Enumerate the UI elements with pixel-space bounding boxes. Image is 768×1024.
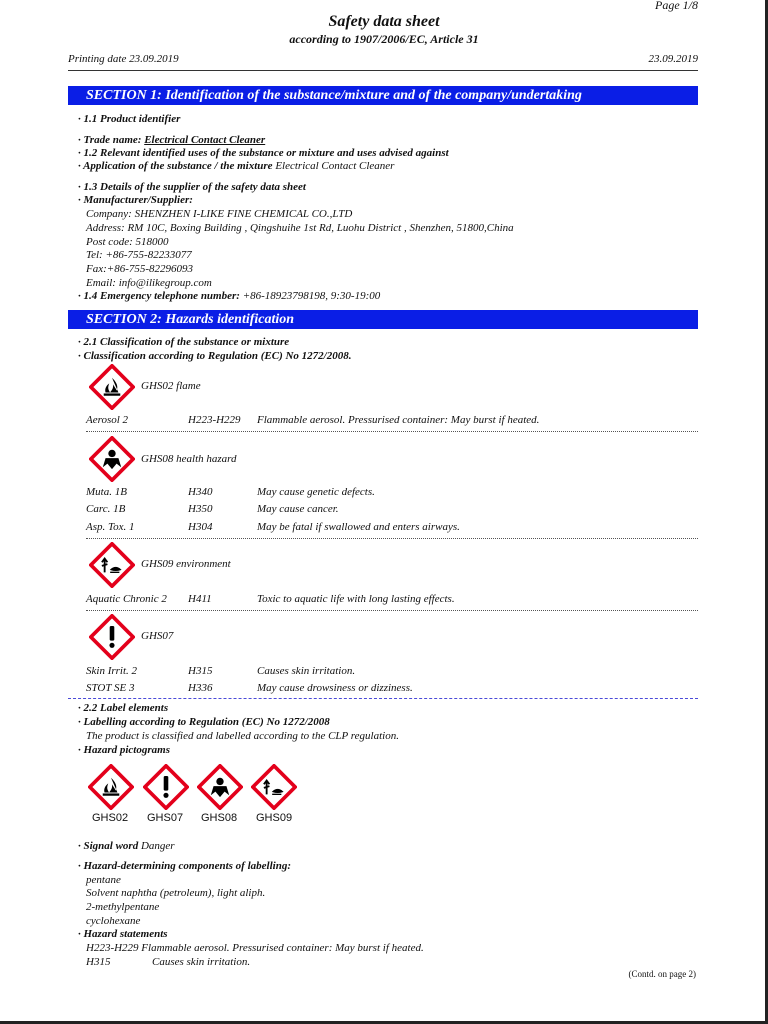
application-value: Electrical Contact Cleaner	[275, 160, 395, 172]
code-cell: H336	[188, 682, 213, 694]
classification-label: · 2.1 Classification of the substance or mixture	[78, 336, 290, 348]
supplier-details-label: · 1.3 Details of the supplier of the safety data sheet	[78, 181, 306, 193]
code-cell: H340	[188, 486, 213, 498]
component-item: cyclohexane	[86, 915, 141, 927]
class-cell: Aerosol 2	[86, 414, 129, 426]
hazard-statement: H223-H229 Flammable aerosol. Pressurised container: May burst if heated.	[86, 942, 424, 954]
pictogram-caption: GHS07	[147, 812, 184, 824]
classification-end-rule	[68, 698, 698, 699]
document-title: Safety data sheet	[328, 13, 440, 30]
group-flame-label: GHS02 flame	[141, 380, 201, 392]
statement-cell: Causes skin irritation.	[257, 665, 356, 677]
group-divider	[86, 538, 698, 539]
address-line: Address: RM 10C, Boxing Building , Qingshuihe 1st Rd, Luohu District , Shenzhen, 51800,China	[86, 222, 514, 234]
class-cell: Carc. 1B	[86, 503, 126, 515]
class-cell: Skin Irrit. 2	[86, 665, 138, 677]
exclamation-icon	[89, 614, 135, 660]
statement-cell: Toxic to aquatic life with long lasting effects.	[257, 593, 455, 605]
code-cell: H350	[188, 503, 213, 515]
hazard-statement-code: H315	[86, 956, 111, 968]
signal-word-line	[78, 840, 175, 853]
statement-cell: May cause drowsiness or dizziness.	[257, 682, 413, 694]
class-cell: STOT SE 3	[86, 682, 135, 694]
environment-icon	[89, 542, 135, 588]
statement-cell: Flammable aerosol. Pressurised container: May burst if heated.	[257, 414, 540, 426]
email-line: Email: info@ilikegroup.com	[86, 277, 212, 289]
group-divider	[86, 431, 698, 432]
pictogram-caption: GHS09	[256, 812, 293, 824]
statement-cell: May be fatal if swallowed and enters airways.	[257, 521, 460, 533]
environment-icon	[251, 764, 297, 810]
signal-word-value: Danger	[140, 840, 175, 852]
class-cell: Aquatic Chronic 2	[86, 593, 167, 605]
header-rule	[68, 70, 698, 71]
trade-name-label: · Trade name:	[78, 134, 145, 146]
document-subtitle: according to 1907/2006/EC, Article 31	[289, 32, 479, 46]
hazard-statement-text: Causes skin irritation.	[152, 956, 251, 968]
label-elements-label: · 2.2 Label elements	[78, 702, 169, 714]
continued-note: (Contd. on page 2)	[628, 969, 696, 979]
hazard-pictograms-label: · Hazard pictograms	[78, 744, 170, 756]
product-identifier-label: · 1.1 Product identifier	[78, 113, 181, 125]
company-line: Company: SHENZHEN I-LIKE FINE CHEMICAL CO.,LTD	[86, 208, 353, 220]
code-cell: H411	[188, 593, 212, 605]
code-cell: H223-H229	[188, 414, 241, 426]
labelling-regulation-label: · Labelling according to Regulation (EC) No 1272/2008	[78, 716, 330, 728]
pictogram-caption: GHS08	[201, 812, 238, 824]
signal-word-label: · Signal word	[78, 840, 141, 852]
group-exclamation-label: GHS07	[141, 630, 174, 642]
component-item: 2-methylpentane	[86, 901, 160, 913]
emergency-line	[78, 290, 380, 303]
pictogram-caption: GHS02	[92, 812, 129, 824]
relevant-uses-label: · 1.2 Relevant identified uses of the substance or mixture and uses advised against	[78, 147, 449, 159]
flame-icon	[89, 364, 135, 410]
exclamation-icon	[143, 764, 189, 810]
code-cell: H304	[188, 521, 213, 533]
page-number: Page 1/8	[655, 0, 698, 12]
statement-cell: May cause genetic defects.	[257, 486, 375, 498]
class-cell: Muta. 1B	[86, 486, 127, 498]
classification-regulation-label: · Classification according to Regulation (EC) No 1272/2008.	[78, 350, 352, 362]
group-health-label: GHS08 health hazard	[141, 453, 237, 465]
section1-heading: SECTION 1: Identification of the substance/mixture and of the company/undertaking	[68, 86, 698, 105]
application-line	[78, 160, 394, 173]
flame-icon	[88, 764, 134, 810]
hazard-components-label: · Hazard-determining components of labelling:	[78, 860, 291, 872]
trade-name-value: Electrical Contact Cleaner	[144, 134, 266, 146]
revision-date: 23.09.2019	[648, 53, 698, 65]
health-hazard-icon	[89, 436, 135, 482]
group-divider	[86, 610, 698, 611]
statement-cell: May cause cancer.	[257, 503, 339, 515]
section2-heading: SECTION 2: Hazards identification	[68, 310, 698, 329]
component-item: pentane	[86, 874, 121, 886]
emergency-value: +86-18923798198, 9:30-19:00	[242, 290, 381, 302]
fax-line: Fax:+86-755-82296093	[86, 263, 194, 275]
tel-line: Tel: +86-755-82233077	[86, 249, 192, 261]
manufacturer-label: · Manufacturer/Supplier:	[78, 194, 193, 206]
class-cell: Asp. Tox. 1	[86, 521, 135, 533]
emergency-label: · 1.4 Emergency telephone number:	[78, 290, 243, 302]
application-label: · Application of the substance / the mixture	[78, 160, 276, 172]
classified-note: The product is classified and labelled according to the CLP regulation.	[86, 730, 399, 742]
code-cell: H315	[188, 665, 213, 677]
trade-name-line	[78, 134, 265, 147]
post-code-line: Post code: 518000	[86, 236, 169, 248]
component-item: Solvent naphtha (petroleum), light aliph.	[86, 887, 266, 899]
printing-date: Printing date 23.09.2019	[68, 53, 179, 65]
group-environment-label: GHS09 environment	[141, 558, 231, 570]
hazard-statements-label: · Hazard statements	[78, 928, 168, 940]
health-hazard-icon	[197, 764, 243, 810]
